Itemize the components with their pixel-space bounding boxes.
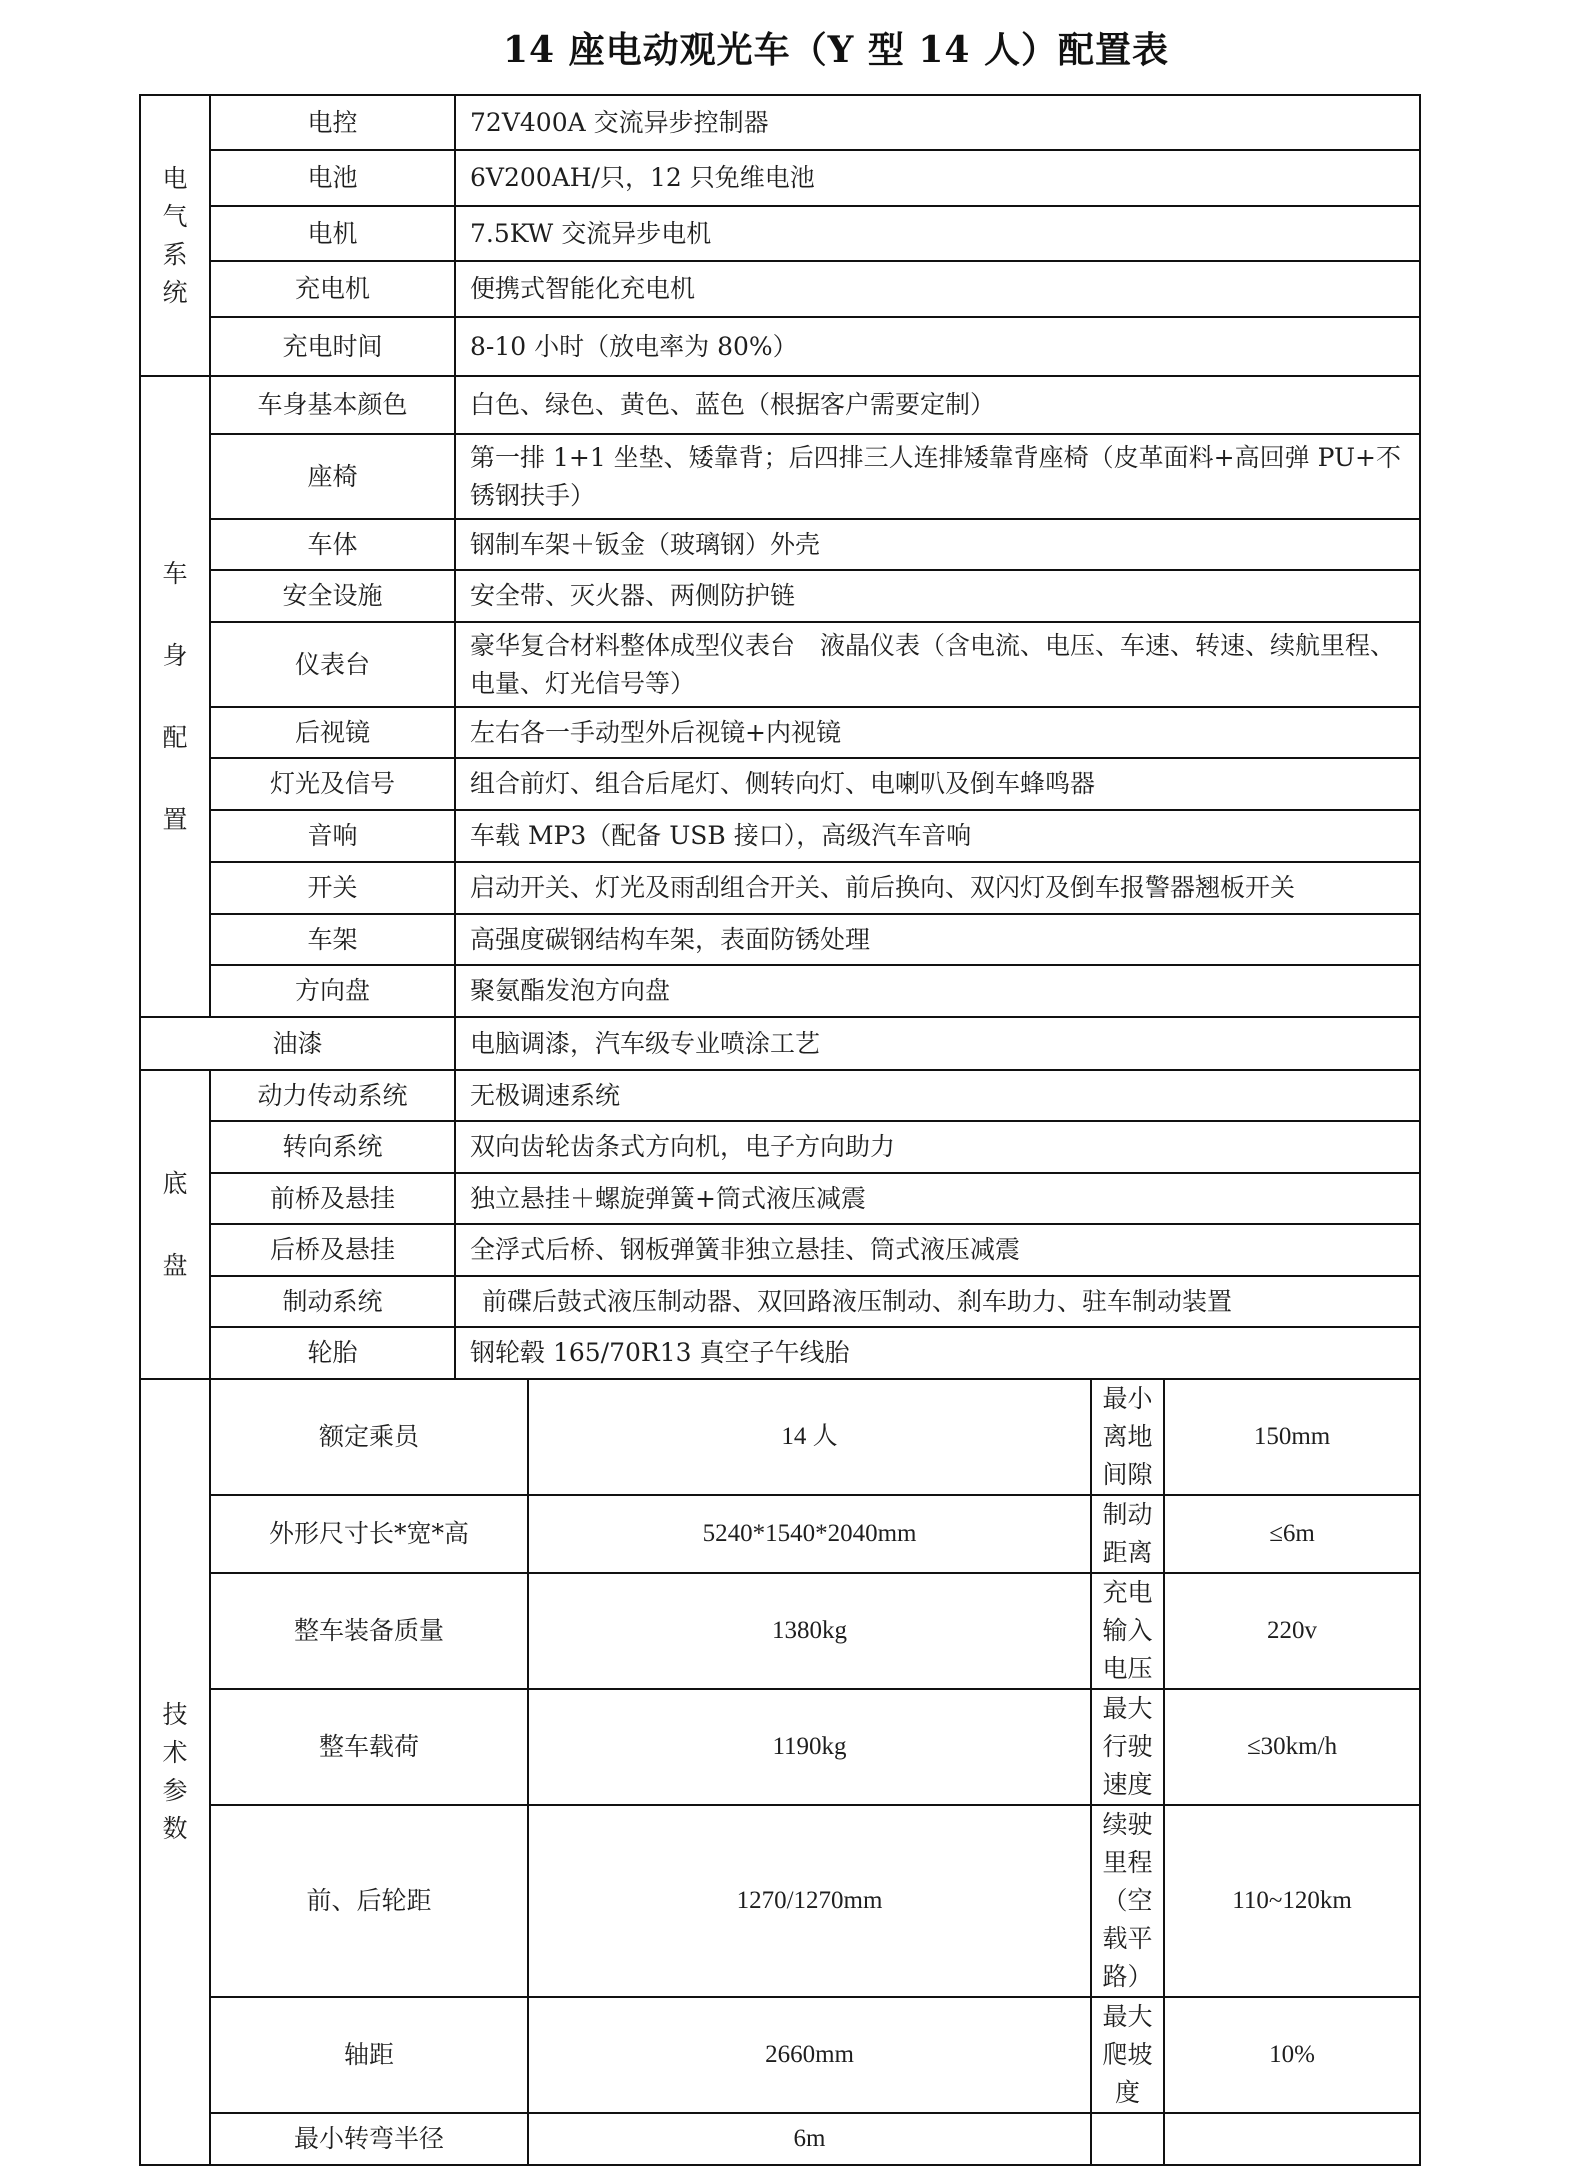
- document-title: 14 座电动观光车（Y 型 14 人）配置表: [502, 29, 1170, 71]
- item-value: 无极调速系统: [455, 1070, 1420, 1121]
- table-row: [140, 434, 1420, 519]
- param-value: 2660mm: [528, 1997, 1091, 2113]
- param-value: ≤6m: [1164, 1495, 1420, 1573]
- item-name: 音响: [210, 810, 455, 862]
- param-name: 整车载荷: [210, 1689, 528, 1805]
- item-value: 组合前灯、组合后尾灯、侧转向灯、电喇叭及倒车蜂鸣器: [455, 758, 1420, 810]
- item-name: 安全设施: [210, 570, 455, 622]
- table-row: [140, 95, 1420, 150]
- item-value: 6V200AH/只，12 只免维电池: [455, 150, 1420, 206]
- item-value: 钢制车架＋钣金（玻璃钢）外壳: [455, 519, 1420, 570]
- item-value: 启动开关、灯光及雨刮组合开关、前后换向、双闪灯及倒车报警器翘板开关: [455, 862, 1420, 914]
- param-value: 5240*1540*2040mm: [528, 1495, 1091, 1573]
- table-row: [140, 1689, 1420, 1805]
- table-row: [140, 707, 1420, 758]
- item-name: 方向盘: [210, 965, 455, 1017]
- param-name: 充电输入电压: [1091, 1573, 1164, 1689]
- param-name: [1091, 2113, 1164, 2165]
- param-name: 最小转弯半径: [210, 2113, 528, 2165]
- item-name: 车架: [210, 914, 455, 965]
- item-value: 前碟后鼓式液压制动器、双回路液压制动、刹车助力、驻车制动装置: [455, 1276, 1420, 1327]
- param-name: 最大爬坡度: [1091, 1997, 1164, 2113]
- table-row: [140, 862, 1420, 914]
- item-name: 灯光及信号: [210, 758, 455, 810]
- table-row: [140, 570, 1420, 622]
- section-label-body: 车身配置: [140, 376, 210, 1017]
- param-name: 制动距离: [1091, 1495, 1164, 1573]
- param-value: [1164, 2113, 1420, 2165]
- item-value-paint: 电脑调漆，汽车级专业喷涂工艺: [455, 1017, 1420, 1070]
- item-value: 聚氨酯发泡方向盘: [455, 965, 1420, 1017]
- param-value: ≤30km/h: [1164, 1689, 1420, 1805]
- table-row: [140, 2113, 1420, 2165]
- item-name-paint: 油漆: [140, 1017, 455, 1070]
- param-name: 外形尺寸长*宽*高: [210, 1495, 528, 1573]
- item-value: 7.5KW 交流异步电机: [455, 206, 1420, 261]
- item-name: 电池: [210, 150, 455, 206]
- table-row: [140, 1327, 1420, 1379]
- param-name: 前、后轮距: [210, 1805, 528, 1997]
- item-name: 充电机: [210, 261, 455, 317]
- table-row: [140, 1070, 1420, 1121]
- item-value: 独立悬挂＋螺旋弹簧+筒式液压减震: [455, 1173, 1420, 1224]
- param-name: 额定乘员: [210, 1379, 528, 1495]
- param-value: 1190kg: [528, 1689, 1091, 1805]
- param-value: 150mm: [1164, 1379, 1420, 1495]
- item-value: 便携式智能化充电机: [455, 261, 1420, 317]
- item-value: 第一排 1+1 坐垫、矮靠背；后四排三人连排矮靠背座椅（皮革面料+高回弹 PU+不锈钢扶手）: [455, 434, 1420, 519]
- table-row: [140, 965, 1420, 1017]
- param-value: 10%: [1164, 1997, 1420, 2113]
- table-row: [140, 914, 1420, 965]
- configuration-table: [139, 94, 1421, 2166]
- table-row: [140, 1173, 1420, 1224]
- item-name: 车体: [210, 519, 455, 570]
- item-value: 白色、绿色、黄色、蓝色（根据客户需要定制）: [455, 376, 1420, 434]
- item-value: 全浮式后桥、钢板弹簧非独立悬挂、筒式液压减震: [455, 1224, 1420, 1276]
- param-value: 220v: [1164, 1573, 1420, 1689]
- table-row: [140, 1997, 1420, 2113]
- item-name: 后视镜: [210, 707, 455, 758]
- item-name: 开关: [210, 862, 455, 914]
- item-name: 前桥及悬挂: [210, 1173, 455, 1224]
- table-row: [140, 1276, 1420, 1327]
- item-value: 双向齿轮齿条式方向机，电子方向助力: [455, 1121, 1420, 1173]
- section-label-electrical: 电气系统: [140, 95, 210, 376]
- param-value: 110~120km: [1164, 1805, 1420, 1997]
- item-name: 动力传动系统: [210, 1070, 455, 1121]
- table-row: [140, 261, 1420, 317]
- param-value: 1380kg: [528, 1573, 1091, 1689]
- param-name: 最小离地间隙: [1091, 1379, 1164, 1495]
- table-row: [140, 1379, 1420, 1495]
- item-value: 车载 MP3（配备 USB 接口），高级汽车音响: [455, 810, 1420, 862]
- section-label-tech: 技术参数: [140, 1379, 210, 2165]
- item-name: 充电时间: [210, 317, 455, 376]
- table-row: [140, 1121, 1420, 1173]
- item-value: 安全带、灭火器、两侧防护链: [455, 570, 1420, 622]
- table-row: [140, 519, 1420, 570]
- item-value: 豪华复合材料整体成型仪表台 液晶仪表（含电流、电压、车速、转速、续航里程、电量、灯光信号等）: [455, 622, 1420, 707]
- table-row: [140, 376, 1420, 434]
- param-name: 续驶里程（空载平路）: [1091, 1805, 1164, 1997]
- table-row: [140, 810, 1420, 862]
- item-name: 仪表台: [210, 622, 455, 707]
- param-value: 6m: [528, 2113, 1091, 2165]
- table-row: [140, 758, 1420, 810]
- item-name: 座椅: [210, 434, 455, 519]
- table-row: [140, 1017, 1420, 1070]
- item-value: 钢轮毂 165/70R13 真空子午线胎: [455, 1327, 1420, 1379]
- item-value: 72V400A 交流异步控制器: [455, 95, 1420, 150]
- table-row: [140, 317, 1420, 376]
- table-row: [140, 206, 1420, 261]
- item-name: 电机: [210, 206, 455, 261]
- table-row: [140, 1224, 1420, 1276]
- item-value: 8-10 小时（放电率为 80%）: [455, 317, 1420, 376]
- param-name: 整车装备质量: [210, 1573, 528, 1689]
- param-name: 轴距: [210, 1997, 528, 2113]
- section-label-chassis: 底盘: [140, 1070, 210, 1379]
- item-name: 轮胎: [210, 1327, 455, 1379]
- param-name: 最大行驶速度: [1091, 1689, 1164, 1805]
- table-row: [140, 150, 1420, 206]
- item-name: 电控: [210, 95, 455, 150]
- item-value: 左右各一手动型外后视镜+内视镜: [455, 707, 1420, 758]
- table-row: [140, 1573, 1420, 1689]
- table-row: [140, 1805, 1420, 1997]
- item-name: 后桥及悬挂: [210, 1224, 455, 1276]
- param-value: 14 人: [528, 1379, 1091, 1495]
- item-name: 转向系统: [210, 1121, 455, 1173]
- table-row: [140, 1495, 1420, 1573]
- param-value: 1270/1270mm: [528, 1805, 1091, 1997]
- table-row: [140, 622, 1420, 707]
- item-value: 高强度碳钢结构车架，表面防锈处理: [455, 914, 1420, 965]
- item-name: 车身基本颜色: [210, 376, 455, 434]
- item-name: 制动系统: [210, 1276, 455, 1327]
